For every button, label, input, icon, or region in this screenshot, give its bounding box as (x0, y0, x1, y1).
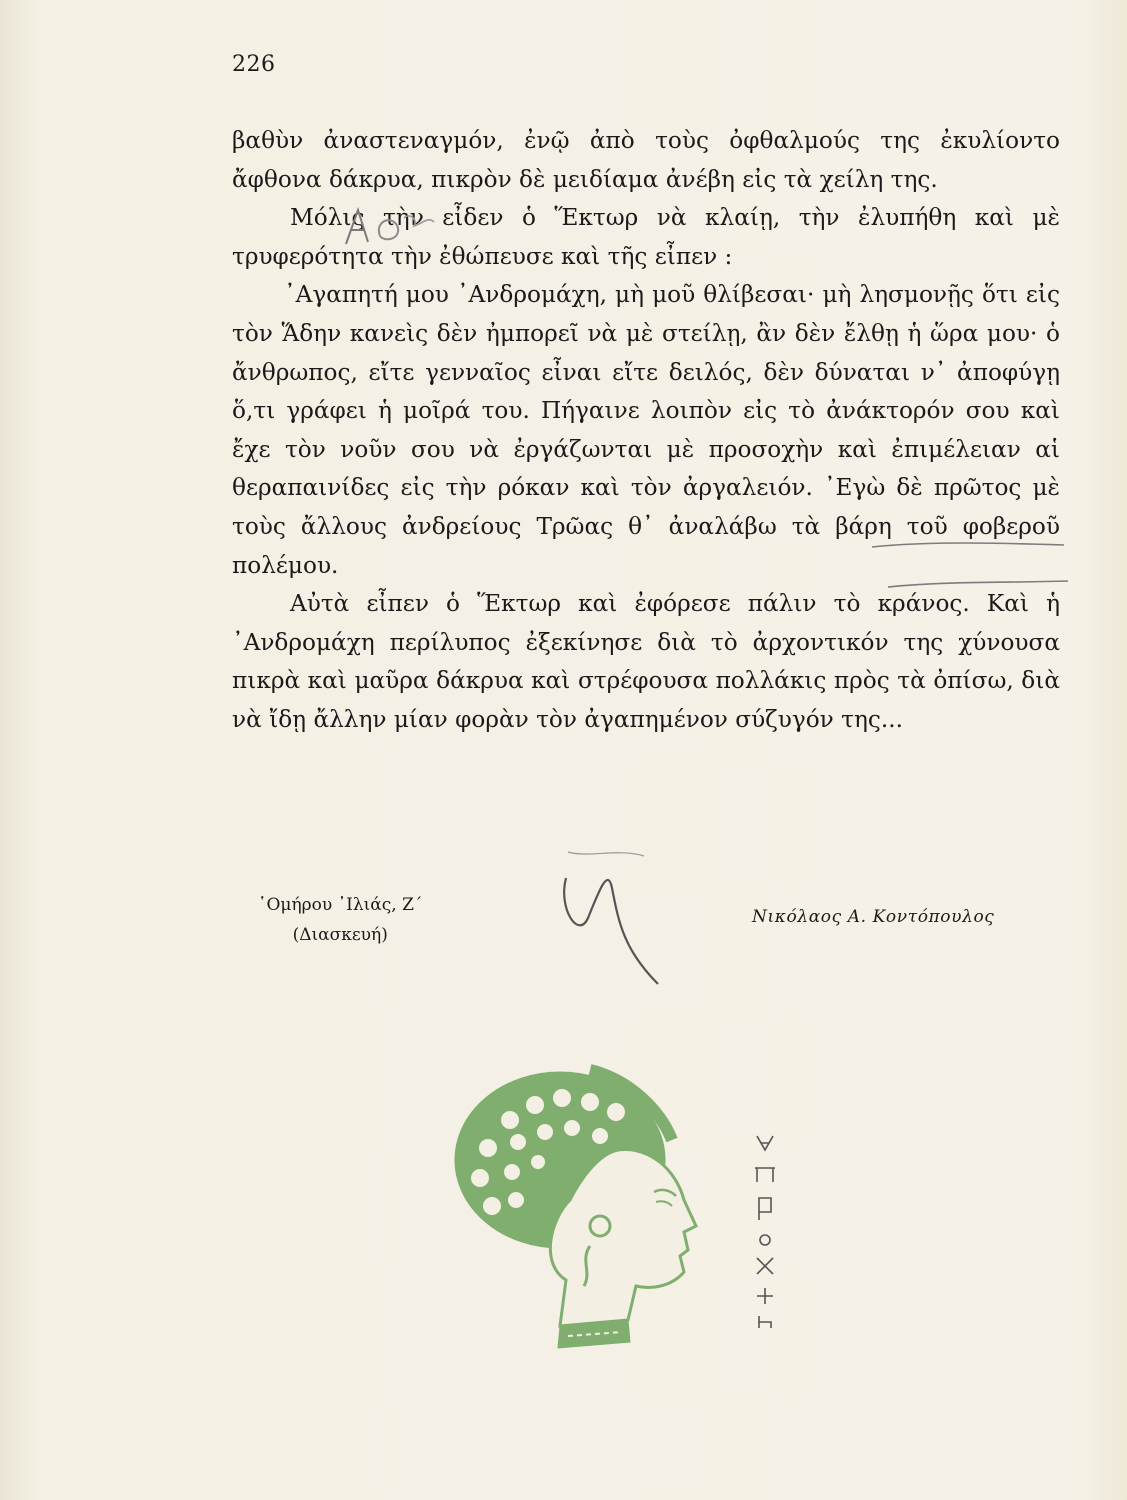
andromache-portrait-illustration (440, 1050, 740, 1360)
pencil-signature (548, 848, 660, 986)
paragraph-2: Μόλις τὴν εἶδεν ὁ Ἕκτωρ νὰ κλαίῃ, τὴν ἐλυπήθη καὶ μὲ τρυφερότητα τὴν ἐθώπευσε καὶ τῆς εἶπεν : (232, 204, 1060, 270)
paragraph-3: ᾿Αγαπητή μου ᾿Ανδρομάχη, μὴ μοῦ θλίβεσαι· μὴ λησμονῇς ὅτι εἰς τὸν Ἅδην κανεὶς δὲν ἠμπορεῖ νὰ μὲ στείλῃ, ἂν δὲν ἔλθῃ ἡ ὥρα μου· ὁ ἄνθρωπος, εἴτε γενναῖος εἶναι εἴτε δειλός, δὲν δύναται ν᾿ ἀποφύγῃ ὅ,τι γράφει ἡ μοῖρά του. Πήγαινε λοιπὸν εἰς τὸ ἀνάκτορόν σου καὶ ἔχε τὸν νοῦν σου νὰ ἐργάζωνται μὲ προσοχὴν καὶ ἐπιμέλειαν αἱ θεραπαινίδες εἰς τὴν ρόκαν καὶ τὸν ἀργαλειόν. ᾿Εγὼ δὲ πρῶτος μὲ τοὺς ἄλλους ἀνδρείους Τρῶας θ᾿ ἀναλάβω τὰ βάρη τοῦ φοβεροῦ πολέμου. (232, 281, 1060, 579)
page-number: 226 (232, 52, 276, 77)
source-line-1: ῾Ομήρου ᾿Ιλιάς, Ζ΄ (258, 895, 423, 915)
paragraph-4: Αὐτὰ εἶπεν ὁ Ἕκτωρ καὶ ἐφόρεσε πάλιν τὸ κράνος. Καὶ ἡ ᾿Ανδρομάχη περίλυπος ἐξεκίνησε διὰ τὸ ἀρχοντικόν της χύνουσα πικρὰ καὶ μαῦρα δάκρυα καὶ στρέφουσα πολλάκις πρὸς τὰ ὀπίσω, διὰ νὰ ἴδῃ ἄλλην μίαν φορὰν τὸν ἀγαπημένον σύζυγόν της... (232, 590, 1060, 733)
source-line-2: (Διασκευή) (292, 925, 388, 945)
paragraph-1: βαθὺν ἀναστεναγμόν, ἐνῷ ἀπὸ τοὺς ὀφθαλμούς της ἐκυλίοντο ἄφθονα δάκρυα, πικρὸν δὲ μειδίαμα ἀνέβη εἰς τὰ χείλη της. (232, 127, 1060, 193)
author-name: Νικόλαος Α. Κοντόπουλος (752, 907, 995, 927)
source-citation (258, 890, 422, 950)
pencil-underline (868, 535, 1073, 595)
handwritten-side-note (745, 1128, 785, 1338)
pencil-scribble (338, 196, 468, 256)
